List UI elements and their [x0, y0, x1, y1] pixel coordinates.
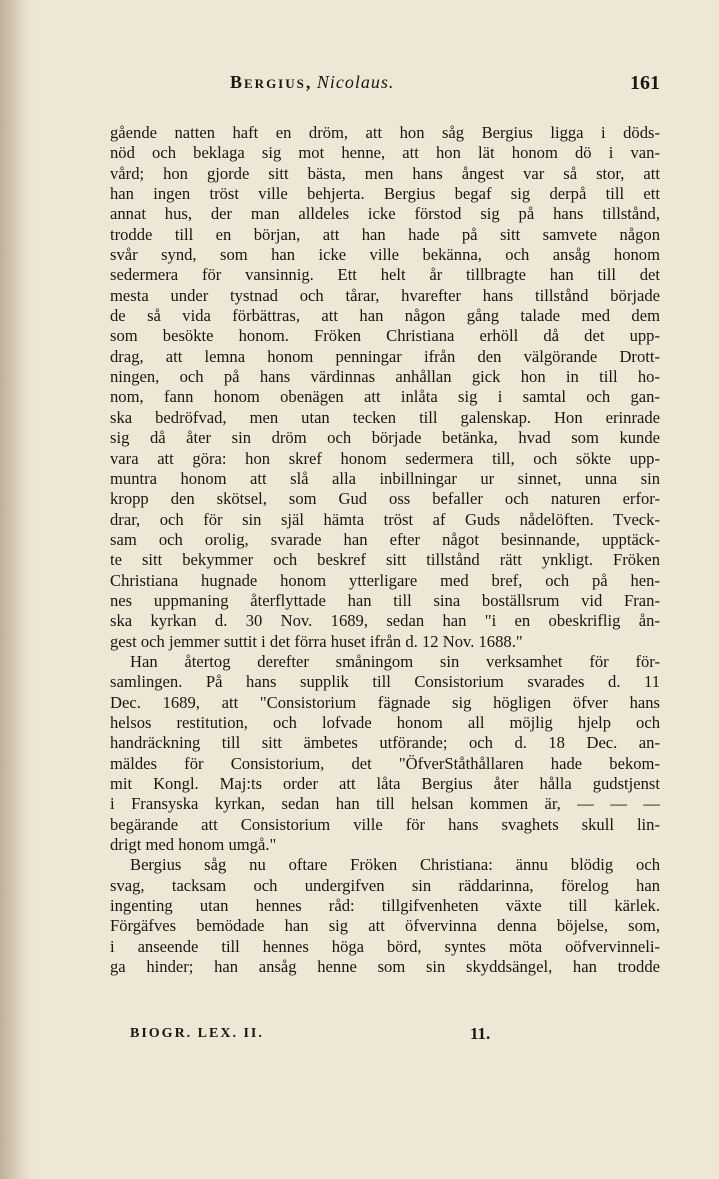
text-line: te sitt bekymmer och beskref sitt tillstånd rätt ynkligt. Fröken: [110, 550, 660, 570]
printer-signature: BIOGR. LEX. II.: [130, 1026, 264, 1041]
text-line: i Fransyska kyrkan, sedan han till helsan kommen är, — — —: [110, 794, 660, 814]
text-line: ska kyrkan d. 30 Nov. 1689, sedan han "i en obeskriflig ån-: [110, 611, 660, 631]
text-line: ingenting utan hennes råd: tillgifvenheten växte till kärlek.: [110, 896, 660, 916]
binding-gutter-shade: [0, 0, 30, 1179]
text-line: vård; hon gjorde sitt bästa, men hans ångest var så stor, att: [110, 163, 660, 183]
running-head-name: Bergius: [230, 72, 306, 92]
text-line: trodde till en början, att han hade på sitt samvete någon: [110, 224, 660, 244]
text-line: de så vida förbättras, att han någon gång talade med dem: [110, 306, 660, 326]
text-line: drigt med honom umgå.": [110, 835, 277, 855]
running-head: [230, 72, 394, 93]
text-line: muntra honom att slå alla inbillningar ur sinnet, unna sin: [110, 468, 660, 488]
signature-mark: 11.: [470, 1024, 491, 1043]
text-line: ga hinder; han ansåg henne som sin skyddsängel, han trodde: [110, 957, 660, 977]
text-line: mit Kongl. Maj:ts order att låta Bergius åter hålla gudstjenst: [110, 774, 660, 793]
text-line: nom, fann honom obenägen att inlåta sig i samtal och gan-: [110, 387, 660, 407]
text-line: ska bedröfvad, men utan tecken till galenskap. Hon erinrade: [110, 407, 660, 427]
text-line: i anseende till hennes höga börd, syntes möta oöfvervinneli-: [110, 936, 660, 956]
text-line: sig då åter sin dröm och började betänka, hvad som kunde: [110, 428, 660, 448]
text-line: sam och orolig, svarade han efter något besinnande, upptäck-: [110, 529, 660, 549]
text-line: gest och jemmer suttit i det förra huset ifrån d. 12 Nov. 1688.": [110, 631, 523, 651]
text-line: svår synd, som han icke ville bekänna, och ansåg honom: [110, 245, 660, 265]
body-text: [110, 123, 660, 977]
running-head-separator: ,: [305, 72, 312, 92]
text-line: Han återtog derefter småningom sin verksamhet för för-: [130, 651, 660, 671]
text-line: nöd och beklaga sig mot henne, att hon lät honom dö i van-: [110, 143, 660, 163]
text-line: mäldes för Consistorium, det "ÖfverStåthållaren hade bekom-: [110, 753, 660, 773]
text-line: Bergius såg nu oftare Fröken Christiana: ännu blödig och: [130, 855, 660, 875]
page-footer: [130, 1026, 650, 1050]
page-header: [108, 72, 660, 106]
text-line: kropp den skötsel, som Gud oss befaller och naturen erfor-: [110, 489, 660, 509]
text-line: som besökte honom. Fröken Christiana erhöll då det upp-: [110, 326, 660, 346]
text-line: Dec. 1689, att "Consistorium fägnade sig högligen öfver hans: [110, 692, 660, 712]
text-line: mesta under tystnad och tårar, hvarefter hans tillstånd började: [110, 285, 660, 305]
text-line: ningen, och på hans värdinnas anhållan gick hon in till ho-: [110, 367, 660, 387]
text-line: gående natten haft en dröm, att hon såg Bergius ligga i döds-: [110, 123, 660, 142]
text-line: handräckning till sitt ämbetes utförande; och d. 18 Dec. an-: [110, 733, 660, 753]
text-line: samlingen. På hans supplik till Consistorium svarades d. 11: [110, 672, 660, 692]
text-line: vara att göra: hon skref honom sedermera till, och sökte upp-: [110, 448, 660, 468]
running-head-given-name: Nicolaus.: [316, 72, 395, 92]
text-line: Christiana hugnade honom ytterligare med bref, och på hen-: [110, 570, 660, 590]
text-line: helsos restitution, och lofvade honom all möjlig hjelp och: [110, 712, 660, 732]
text-line: sedermera för vansinnig. Ett helt år tillbragte han till det: [110, 265, 660, 285]
text-line: drar, och för sin själ hämta tröst af Guds nådelöften. Tveck-: [110, 509, 660, 529]
text-line: svag, tacksam och undergifven sin räddarinna, förelog han: [110, 875, 660, 895]
text-line: han ingen tröst ville behjerta. Bergius begaf sig derpå till ett: [110, 184, 660, 204]
page-number: 161: [630, 72, 660, 94]
text-line: drag, att lemna honom penningar ifrån den välgörande Drott-: [110, 346, 660, 366]
text-line: annat hus, der man alldeles icke förstod sig på hans tillstånd,: [110, 204, 660, 224]
text-line: begärande att Consistorium ville för hans svaghets skull lin-: [110, 814, 660, 834]
text-line: Förgäfves bemödade han sig att öfvervinna denna böjelse, som,: [110, 916, 660, 936]
text-line: nes uppmaning återflyttade han till sina boställsrum vid Fran-: [110, 590, 660, 610]
